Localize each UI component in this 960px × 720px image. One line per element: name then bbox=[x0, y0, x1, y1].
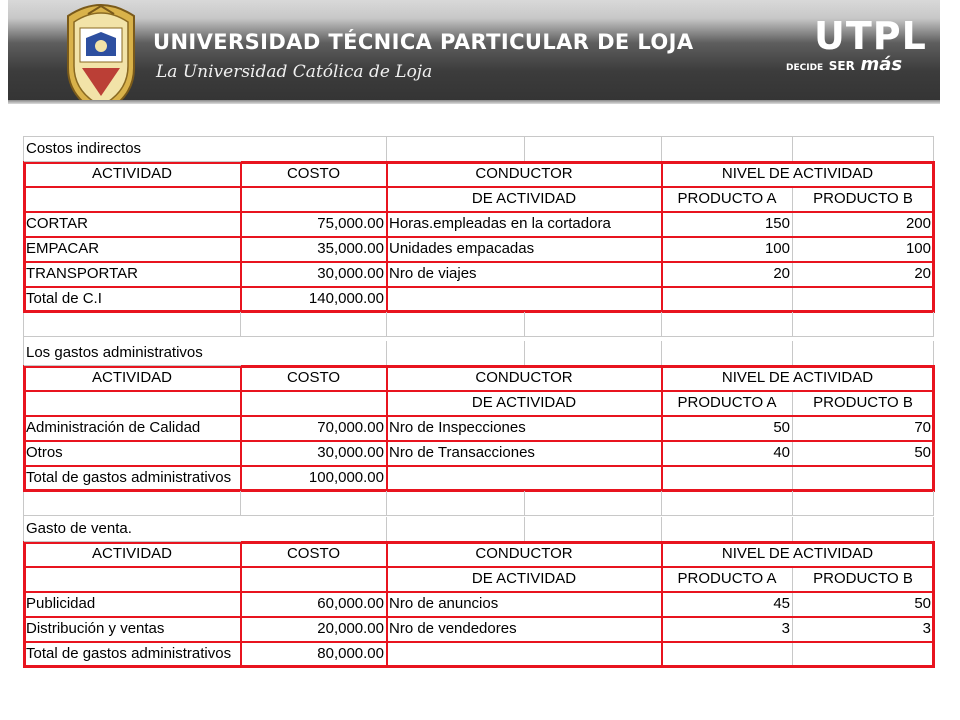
producto-b-cell[interactable]: 70 bbox=[793, 416, 934, 441]
section-title[interactable]: Los gastos administrativos bbox=[24, 341, 241, 366]
empty-cell[interactable] bbox=[24, 391, 241, 416]
header-de-actividad[interactable]: DE ACTIVIDAD bbox=[387, 187, 662, 212]
producto-b-cell[interactable]: 100 bbox=[793, 237, 934, 262]
empty-cell[interactable] bbox=[241, 491, 387, 516]
empty-cell[interactable] bbox=[241, 517, 387, 542]
empty-cell[interactable] bbox=[387, 341, 525, 366]
empty-cell[interactable] bbox=[241, 391, 387, 416]
empty-cell[interactable] bbox=[793, 287, 934, 312]
producto-b-cell[interactable]: 3 bbox=[793, 617, 934, 642]
header-producto-a[interactable]: PRODUCTO A bbox=[662, 567, 793, 592]
producto-a-cell[interactable]: 100 bbox=[662, 237, 793, 262]
producto-b-cell[interactable]: 50 bbox=[793, 592, 934, 617]
costo-cell[interactable]: 30,000.00 bbox=[241, 441, 387, 466]
header-nivel-actividad[interactable]: NIVEL DE ACTIVIDAD bbox=[662, 366, 934, 391]
producto-a-cell[interactable]: 20 bbox=[662, 262, 793, 287]
slogan-word-3: más bbox=[860, 54, 903, 75]
header-banner bbox=[8, 0, 940, 102]
header-producto-a[interactable]: PRODUCTO A bbox=[662, 187, 793, 212]
header-actividad[interactable]: ACTIVIDAD bbox=[24, 542, 241, 567]
producto-a-cell[interactable]: 50 bbox=[662, 416, 793, 441]
empty-cell[interactable] bbox=[662, 312, 793, 337]
actividad-cell[interactable]: EMPACAR bbox=[24, 237, 241, 262]
empty-cell[interactable] bbox=[662, 517, 793, 542]
conductor-cell[interactable]: Nro de anuncios bbox=[387, 592, 662, 617]
producto-b-cell[interactable]: 200 bbox=[793, 212, 934, 237]
empty-cell[interactable] bbox=[793, 466, 934, 491]
empty-cell[interactable] bbox=[525, 312, 662, 337]
header-actividad[interactable]: ACTIVIDAD bbox=[24, 366, 241, 391]
total-value-cell[interactable]: 140,000.00 bbox=[241, 287, 387, 312]
empty-cell[interactable] bbox=[241, 312, 387, 337]
conductor-cell[interactable]: Nro de Transacciones bbox=[387, 441, 662, 466]
costo-cell[interactable]: 35,000.00 bbox=[241, 237, 387, 262]
empty-cell[interactable] bbox=[793, 642, 934, 667]
actividad-cell[interactable]: Otros bbox=[24, 441, 241, 466]
empty-cell[interactable] bbox=[793, 517, 934, 542]
producto-b-cell[interactable]: 20 bbox=[793, 262, 934, 287]
utpl-logo: UTPL bbox=[814, 14, 927, 58]
empty-cell[interactable] bbox=[387, 137, 525, 162]
total-label-cell[interactable]: Total de gastos administrativos bbox=[24, 466, 241, 491]
actividad-cell[interactable]: CORTAR bbox=[24, 212, 241, 237]
empty-cell[interactable] bbox=[387, 491, 525, 516]
empty-cell[interactable] bbox=[662, 642, 793, 667]
header-actividad[interactable]: ACTIVIDAD bbox=[24, 162, 241, 187]
empty-cell[interactable] bbox=[662, 466, 793, 491]
conductor-cell[interactable]: Nro de Inspecciones bbox=[387, 416, 662, 441]
header-costo[interactable]: COSTO bbox=[241, 366, 387, 391]
conductor-cell[interactable]: Nro de vendedores bbox=[387, 617, 662, 642]
slogan-word-2: SER bbox=[828, 59, 855, 73]
producto-a-cell[interactable]: 45 bbox=[662, 592, 793, 617]
empty-cell[interactable] bbox=[662, 137, 793, 162]
header-de-actividad[interactable]: DE ACTIVIDAD bbox=[387, 567, 662, 592]
header-conductor[interactable]: CONDUCTOR bbox=[387, 162, 662, 187]
conductor-cell[interactable]: Unidades empacadas bbox=[387, 237, 662, 262]
empty-cell[interactable] bbox=[241, 341, 387, 366]
empty-cell[interactable] bbox=[525, 341, 662, 366]
header-nivel-actividad[interactable]: NIVEL DE ACTIVIDAD bbox=[662, 542, 934, 567]
empty-cell[interactable] bbox=[24, 187, 241, 212]
actividad-cell[interactable]: Publicidad bbox=[24, 592, 241, 617]
costo-cell[interactable]: 70,000.00 bbox=[241, 416, 387, 441]
empty-cell[interactable] bbox=[24, 491, 241, 516]
header-producto-b[interactable]: PRODUCTO B bbox=[793, 567, 934, 592]
actividad-cell[interactable]: TRANSPORTAR bbox=[24, 262, 241, 287]
producto-a-cell[interactable]: 150 bbox=[662, 212, 793, 237]
utpl-slogan bbox=[786, 56, 902, 74]
total-value-cell[interactable]: 100,000.00 bbox=[241, 466, 387, 491]
header-conductor[interactable]: CONDUCTOR bbox=[387, 542, 662, 567]
empty-cell[interactable] bbox=[241, 187, 387, 212]
empty-cell[interactable] bbox=[525, 137, 662, 162]
total-label-cell[interactable]: Total de C.I bbox=[24, 287, 241, 312]
empty-cell[interactable] bbox=[793, 137, 934, 162]
empty-cell[interactable] bbox=[387, 642, 662, 667]
costo-cell[interactable]: 60,000.00 bbox=[241, 592, 387, 617]
empty-cell[interactable] bbox=[793, 341, 934, 366]
total-label-cell[interactable]: Total de gastos administrativos bbox=[24, 642, 241, 667]
header-conductor[interactable]: CONDUCTOR bbox=[387, 366, 662, 391]
empty-cell[interactable] bbox=[387, 466, 662, 491]
conductor-cell[interactable]: Nro de viajes bbox=[387, 262, 662, 287]
costo-cell[interactable]: 30,000.00 bbox=[241, 262, 387, 287]
empty-cell[interactable] bbox=[662, 287, 793, 312]
empty-cell[interactable] bbox=[662, 341, 793, 366]
header-nivel-actividad[interactable]: NIVEL DE ACTIVIDAD bbox=[662, 162, 934, 187]
university-name: UNIVERSIDAD TÉCNICA PARTICULAR DE LOJA bbox=[153, 30, 694, 54]
empty-cell[interactable] bbox=[525, 517, 662, 542]
conductor-cell[interactable]: Horas.empleadas en la cortadora bbox=[387, 212, 662, 237]
costo-cell[interactable]: 20,000.00 bbox=[241, 617, 387, 642]
actividad-cell[interactable]: Administración de Calidad bbox=[24, 416, 241, 441]
empty-cell[interactable] bbox=[387, 517, 525, 542]
producto-a-cell[interactable]: 3 bbox=[662, 617, 793, 642]
section-title[interactable]: Costos indirectos bbox=[24, 137, 241, 162]
producto-b-cell[interactable]: 50 bbox=[793, 441, 934, 466]
total-value-cell[interactable]: 80,000.00 bbox=[241, 642, 387, 667]
empty-cell[interactable] bbox=[525, 491, 662, 516]
producto-a-cell[interactable]: 40 bbox=[662, 441, 793, 466]
empty-cell[interactable] bbox=[387, 287, 662, 312]
empty-cell[interactable] bbox=[241, 137, 387, 162]
empty-cell[interactable] bbox=[793, 312, 934, 337]
university-seal-icon bbox=[60, 0, 142, 102]
header-producto-b[interactable]: PRODUCTO B bbox=[793, 391, 934, 416]
university-tagline: La Universidad Católica de Loja bbox=[156, 62, 433, 82]
slogan-word-1: DECIDE bbox=[786, 63, 824, 73]
empty-cell[interactable] bbox=[662, 491, 793, 516]
header-costo[interactable]: COSTO bbox=[241, 162, 387, 187]
empty-cell[interactable] bbox=[387, 312, 525, 337]
empty-cell[interactable] bbox=[241, 567, 387, 592]
header-producto-b[interactable]: PRODUCTO B bbox=[793, 187, 934, 212]
empty-cell[interactable] bbox=[793, 491, 934, 516]
empty-cell[interactable] bbox=[24, 312, 241, 337]
header-costo[interactable]: COSTO bbox=[241, 542, 387, 567]
empty-cell[interactable] bbox=[24, 567, 241, 592]
section-title[interactable]: Gasto de venta. bbox=[24, 517, 241, 542]
header-producto-a[interactable]: PRODUCTO A bbox=[662, 391, 793, 416]
actividad-cell[interactable]: Distribución y ventas bbox=[24, 617, 241, 642]
banner-shadow bbox=[8, 100, 940, 104]
costo-cell[interactable]: 75,000.00 bbox=[241, 212, 387, 237]
header-de-actividad[interactable]: DE ACTIVIDAD bbox=[387, 391, 662, 416]
